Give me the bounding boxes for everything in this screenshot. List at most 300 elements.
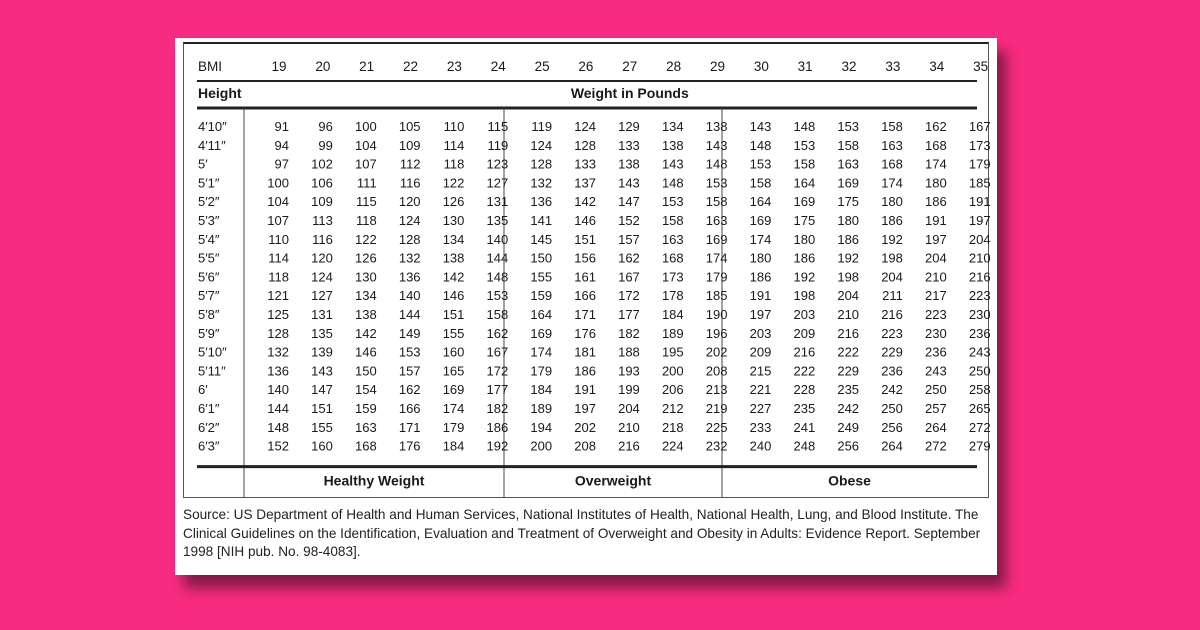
weight-cell: 243 <box>925 363 947 379</box>
weight-cell: 159 <box>354 401 377 416</box>
weight-cell: 118 <box>355 213 377 228</box>
weight-cell: 146 <box>442 288 465 304</box>
height-cell: 5′5″ <box>198 250 220 266</box>
weight-cell: 163 <box>881 137 903 153</box>
weight-cell: 279 <box>968 438 991 454</box>
weight-cell: 217 <box>925 288 947 304</box>
weight-cell: 175 <box>793 213 816 228</box>
weight-cell: 169 <box>749 213 772 228</box>
weight-cell: 138 <box>661 137 684 153</box>
weight-cell: 153 <box>749 156 772 172</box>
weight-cell: 213 <box>705 382 728 398</box>
bmi-column-label: 35 <box>973 59 989 74</box>
weight-cell: 169 <box>793 194 816 210</box>
weight-cell: 94 <box>274 137 289 153</box>
weight-cell: 162 <box>398 382 421 398</box>
weight-cell: 127 <box>486 175 509 191</box>
weight-cell: 155 <box>530 269 553 285</box>
weight-cell: 146 <box>574 213 596 228</box>
weight-cell: 235 <box>793 401 816 416</box>
weight-cell: 180 <box>881 194 903 210</box>
weight-cell: 192 <box>486 438 509 454</box>
weight-cell: 140 <box>486 231 509 247</box>
weight-cell: 138 <box>705 119 728 134</box>
weight-cell: 221 <box>749 382 772 398</box>
weight-cell: 129 <box>618 119 640 134</box>
weight-cell: 216 <box>618 438 640 454</box>
weight-cell: 132 <box>398 250 421 266</box>
weight-cell: 168 <box>661 250 684 266</box>
weight-cell: 153 <box>793 137 816 153</box>
weight-cell: 116 <box>312 231 333 247</box>
weight-cell: 115 <box>355 194 377 210</box>
weight-cell: 174 <box>530 344 553 360</box>
weight-cell: 189 <box>661 325 684 341</box>
weight-cell: 228 <box>793 382 816 398</box>
weight-cell: 128 <box>398 231 421 247</box>
weight-cell: 190 <box>705 307 728 322</box>
weight-cell: 186 <box>793 250 816 266</box>
weight-cell: 131 <box>311 307 333 322</box>
weight-cell: 148 <box>705 156 728 172</box>
weight-cell: 243 <box>968 344 991 360</box>
weight-cell: 148 <box>793 119 816 134</box>
weight-cell: 136 <box>267 363 289 379</box>
weight-cell: 256 <box>837 438 860 454</box>
weight-cell: 96 <box>318 119 333 134</box>
weight-cell: 172 <box>486 363 509 379</box>
weight-cell: 153 <box>486 288 509 304</box>
bmi-column-label: 29 <box>709 59 726 74</box>
height-cell: 5′4″ <box>198 231 220 247</box>
weight-cell: 119 <box>487 137 509 153</box>
weight-cell: 199 <box>618 382 640 398</box>
weight-cell: 153 <box>705 175 728 191</box>
weight-cell: 159 <box>530 288 553 304</box>
weight-cell: 197 <box>925 231 947 247</box>
weight-cell: 176 <box>574 325 596 341</box>
height-cell: 4′11″ <box>198 137 226 153</box>
weight-cell: 200 <box>661 363 684 379</box>
height-cell: 5′9″ <box>198 325 220 341</box>
weight-cell: 112 <box>399 156 421 172</box>
weight-cell: 193 <box>618 363 640 379</box>
weight-cell: 120 <box>311 250 333 266</box>
weight-cell: 148 <box>486 269 509 285</box>
weight-cell: 210 <box>968 250 991 266</box>
weight-cell: 179 <box>442 419 465 435</box>
weight-cell: 120 <box>398 194 421 210</box>
weight-cell: 198 <box>837 269 860 285</box>
weight-cell: 233 <box>749 419 772 435</box>
weight-cell: 184 <box>442 438 465 454</box>
weight-cell: 147 <box>311 382 333 398</box>
bmi-column-label: 26 <box>578 59 594 74</box>
weight-cell: 151 <box>574 231 596 247</box>
height-cell: 4′10″ <box>198 119 227 134</box>
weight-cell: 191 <box>749 288 772 304</box>
height-cell: 5′6″ <box>198 269 220 285</box>
weight-cell: 172 <box>618 288 640 304</box>
weight-cell: 180 <box>793 231 816 247</box>
weight-cell: 203 <box>793 307 816 322</box>
weight-cell: 155 <box>311 419 333 435</box>
weight-cell: 110 <box>443 119 465 134</box>
bmi-column-label: 25 <box>534 59 550 74</box>
weight-cell: 216 <box>968 269 991 285</box>
weight-cell: 256 <box>881 419 903 435</box>
weight-cell: 128 <box>267 325 289 341</box>
weight-cell: 124 <box>574 119 596 134</box>
weight-cell: 106 <box>311 175 333 191</box>
weight-cell: 143 <box>661 156 684 172</box>
weight-cell: 109 <box>311 194 333 210</box>
weight-cell: 210 <box>925 269 947 285</box>
weight-cell: 132 <box>267 344 289 360</box>
weight-cell: 204 <box>925 250 947 266</box>
category-label: Overweight <box>574 472 652 489</box>
weight-cell: 210 <box>837 307 860 322</box>
weight-cell: 168 <box>925 137 947 153</box>
weight-cell: 141 <box>530 213 553 228</box>
weight-cell: 227 <box>749 401 772 416</box>
category-label: Obese <box>828 472 871 489</box>
weight-cell: 211 <box>882 288 903 304</box>
weight-cell: 164 <box>793 175 816 191</box>
weight-cell: 164 <box>530 307 553 322</box>
weight-cell: 135 <box>486 213 509 228</box>
weight-cell: 188 <box>618 344 640 360</box>
weight-cell: 142 <box>574 194 596 210</box>
weight-cell: 194 <box>530 419 553 435</box>
weight-cell: 124 <box>311 269 333 285</box>
height-header-label: Height <box>198 85 242 101</box>
category-label: Healthy Weight <box>323 472 425 489</box>
source-note: Source: US Department of Health and Human Services, National Institutes of Health, National Health, Lung, and Blood Institute. The Clinical Guidelines on the Identification, Evaluation and Treatment of Overweight and Obesity in Adults: Evidence Report. September 1998 [NIH pub. No. 98-4083]. <box>183 507 981 559</box>
weight-cell: 119 <box>531 119 553 134</box>
weight-cell: 138 <box>354 307 377 322</box>
weight-cell: 122 <box>442 175 465 191</box>
weight-cell: 204 <box>881 269 903 285</box>
weight-cell: 131 <box>486 194 509 210</box>
weight-cell: 125 <box>267 307 289 322</box>
weight-cell: 132 <box>530 175 553 191</box>
weight-cell: 138 <box>442 250 465 266</box>
bmi-column-label: 24 <box>490 59 506 74</box>
weight-cell: 235 <box>837 382 860 398</box>
weight-cell: 143 <box>311 363 333 379</box>
weight-cell: 165 <box>442 363 465 379</box>
weight-cell: 185 <box>705 288 728 304</box>
weight-cell: 157 <box>398 363 421 379</box>
weight-cell: 224 <box>661 438 684 454</box>
weight-cell: 155 <box>442 325 465 341</box>
height-cell: 5′11″ <box>198 363 226 379</box>
weight-cell: 189 <box>530 401 553 416</box>
bmi-column-label: 33 <box>885 59 901 74</box>
weight-cell: 114 <box>443 137 465 153</box>
weight-cell: 100 <box>267 175 289 191</box>
weight-cell: 111 <box>356 175 377 191</box>
weight-cell: 242 <box>881 382 903 398</box>
weight-cell: 223 <box>881 325 903 341</box>
weight-cell: 160 <box>311 438 333 454</box>
weight-cell: 169 <box>705 231 728 247</box>
weight-cell: 242 <box>837 401 860 416</box>
bmi-column-label: 31 <box>797 59 813 74</box>
weight-cell: 181 <box>574 344 596 360</box>
bmi-column-label: 34 <box>929 59 945 74</box>
bmi-column-label: 23 <box>446 59 462 74</box>
weight-cell: 180 <box>749 250 772 266</box>
weight-cell: 173 <box>661 269 684 285</box>
weight-cell: 241 <box>793 419 816 435</box>
weight-cell: 149 <box>398 325 421 341</box>
bmi-chart-card <box>175 38 997 575</box>
weight-cell: 195 <box>661 344 684 360</box>
weight-cell: 186 <box>881 213 903 228</box>
weight-cell: 163 <box>661 231 684 247</box>
weight-cell: 240 <box>749 438 772 454</box>
weight-cell: 153 <box>398 344 421 360</box>
weight-cell: 158 <box>705 194 728 210</box>
weight-cell: 97 <box>274 156 289 172</box>
weight-cell: 135 <box>311 325 333 341</box>
weight-cell: 148 <box>267 419 289 435</box>
weight-cell: 174 <box>881 175 903 191</box>
bmi-table <box>175 38 997 508</box>
weight-cell: 272 <box>968 419 991 435</box>
weight-cell: 143 <box>705 137 728 153</box>
weight-cell: 202 <box>705 344 728 360</box>
bmi-column-label: 20 <box>315 59 331 74</box>
weight-cell: 179 <box>705 269 728 285</box>
weight-cell: 148 <box>661 175 684 191</box>
weight-cell: 152 <box>618 213 640 228</box>
weight-cell: 168 <box>354 438 377 454</box>
bmi-column-label: 27 <box>622 59 638 74</box>
weight-cell: 204 <box>968 231 991 247</box>
weight-cell: 99 <box>318 137 333 153</box>
weight-cell: 258 <box>968 382 991 398</box>
weight-cell: 107 <box>354 156 377 172</box>
weight-cell: 191 <box>574 382 596 398</box>
weight-cell: 209 <box>793 325 816 341</box>
weight-cell: 167 <box>486 344 509 360</box>
weight-cell: 265 <box>968 401 991 416</box>
weight-cell: 118 <box>443 156 465 172</box>
weight-cell: 134 <box>442 231 465 247</box>
weight-cell: 185 <box>968 175 991 191</box>
weight-cell: 179 <box>530 363 553 379</box>
weight-cell: 248 <box>793 438 816 454</box>
weight-cell: 171 <box>398 419 421 435</box>
weight-cell: 177 <box>618 307 640 322</box>
weight-cell: 153 <box>661 194 684 210</box>
weight-cell: 164 <box>749 194 772 210</box>
weight-cell: 198 <box>881 250 903 266</box>
weight-cell: 105 <box>398 119 421 134</box>
weight-cell: 134 <box>354 288 377 304</box>
weight-cell: 169 <box>530 325 553 341</box>
weight-cell: 218 <box>661 419 684 435</box>
weight-cell: 216 <box>837 325 860 341</box>
weight-cell: 147 <box>618 194 640 210</box>
weight-cell: 121 <box>267 288 289 304</box>
weight-cell: 216 <box>881 307 903 322</box>
height-cell: 5′7″ <box>198 288 220 304</box>
weight-cell: 191 <box>968 194 991 210</box>
weight-cell: 160 <box>442 344 465 360</box>
weight-cell: 145 <box>530 231 553 247</box>
weight-cell: 133 <box>618 137 640 153</box>
weight-cell: 158 <box>881 119 903 134</box>
weight-cell: 225 <box>705 419 728 435</box>
weight-cell: 158 <box>793 156 816 172</box>
weight-cell: 136 <box>530 194 553 210</box>
weight-cell: 137 <box>574 175 596 191</box>
weight-cell: 122 <box>354 231 377 247</box>
height-cell: 5′2″ <box>198 194 220 210</box>
height-cell: 5′3″ <box>198 213 220 228</box>
weight-cell: 133 <box>574 156 596 172</box>
weight-cell: 140 <box>398 288 421 304</box>
weight-cell: 184 <box>530 382 553 398</box>
weight-cell: 204 <box>618 401 640 416</box>
weight-cell: 136 <box>398 269 421 285</box>
weight-cell: 264 <box>881 438 903 454</box>
weight-cell: 130 <box>442 213 465 228</box>
height-cell: 6′2″ <box>198 419 220 435</box>
weight-cell: 166 <box>574 288 596 304</box>
weight-cell: 197 <box>968 213 991 228</box>
weight-cell: 191 <box>925 213 947 228</box>
weight-cell: 118 <box>268 269 289 285</box>
bmi-column-label: 22 <box>403 59 419 74</box>
weight-cell: 250 <box>968 363 991 379</box>
weight-cell: 163 <box>837 156 860 172</box>
weight-cell: 116 <box>399 175 421 191</box>
weight-cell: 158 <box>661 213 684 228</box>
weight-cell: 102 <box>311 156 333 172</box>
weight-cell: 250 <box>881 401 903 416</box>
weight-cell: 236 <box>881 363 903 379</box>
weight-cell: 222 <box>837 344 860 360</box>
weight-cell: 180 <box>837 213 860 228</box>
weight-cell: 168 <box>881 156 903 172</box>
weight-cell: 162 <box>925 119 947 134</box>
weight-cell: 143 <box>749 119 772 134</box>
height-cell: 5′8″ <box>198 307 220 322</box>
weight-cell: 100 <box>354 119 377 134</box>
weight-cell: 104 <box>354 137 377 153</box>
weight-cell: 167 <box>968 119 991 134</box>
weight-cell: 177 <box>486 382 509 398</box>
weight-cell: 180 <box>925 175 947 191</box>
weight-cell: 178 <box>661 288 684 304</box>
weight-cell: 182 <box>486 401 509 416</box>
weight-cell: 158 <box>486 307 509 322</box>
weight-cell: 230 <box>925 325 947 341</box>
weight-cell: 140 <box>267 382 289 398</box>
height-cell: 5′ <box>198 156 208 172</box>
weight-cell: 130 <box>354 269 377 285</box>
weight-cell: 174 <box>705 250 728 266</box>
weight-cell: 163 <box>705 213 728 228</box>
weight-cell: 158 <box>749 175 772 191</box>
weight-cell: 232 <box>705 438 728 454</box>
weight-cell: 123 <box>486 156 509 172</box>
weight-cell: 173 <box>968 137 991 153</box>
weight-cell: 216 <box>793 344 816 360</box>
weight-cell: 250 <box>925 382 947 398</box>
weight-cell: 124 <box>530 137 553 153</box>
weight-cell: 158 <box>837 137 860 153</box>
weight-cell: 230 <box>968 307 991 322</box>
weight-cell: 142 <box>354 325 377 341</box>
weight-cell: 192 <box>837 250 860 266</box>
weight-cell: 208 <box>705 363 728 379</box>
weight-cell: 91 <box>274 119 289 134</box>
weight-cell: 257 <box>925 401 947 416</box>
weight-cell: 148 <box>749 137 772 153</box>
weight-cell: 107 <box>267 213 289 228</box>
weight-cell: 203 <box>749 325 772 341</box>
weight-cell: 138 <box>618 156 640 172</box>
weight-cell: 215 <box>749 363 772 379</box>
weight-cell: 144 <box>486 250 509 266</box>
weight-cell: 152 <box>267 438 289 454</box>
weight-cell: 198 <box>793 288 816 304</box>
weight-cell: 104 <box>267 194 289 210</box>
weight-cell: 127 <box>311 288 333 304</box>
weight-cell: 236 <box>925 344 947 360</box>
weight-cell: 151 <box>311 401 333 416</box>
weight-cell: 192 <box>881 231 903 247</box>
weight-cell: 174 <box>925 156 947 172</box>
weight-cell: 179 <box>968 156 991 172</box>
weight-cell: 166 <box>398 401 421 416</box>
weight-cell: 109 <box>398 137 421 153</box>
weight-cell: 156 <box>574 250 596 266</box>
weight-cell: 114 <box>268 250 289 266</box>
weight-cell: 186 <box>749 269 772 285</box>
height-cell: 5′1″ <box>198 175 220 191</box>
weight-cell: 162 <box>618 250 640 266</box>
weight-cell: 197 <box>749 307 772 322</box>
weight-cell: 192 <box>793 269 816 285</box>
weight-cell: 151 <box>442 307 465 322</box>
weight-cell: 223 <box>968 288 991 304</box>
weight-cell: 128 <box>574 137 596 153</box>
weight-cell: 146 <box>354 344 377 360</box>
weight-cell: 167 <box>618 269 640 285</box>
weight-cell: 115 <box>487 119 509 134</box>
weight-cell: 150 <box>354 363 377 379</box>
weight-cell: 139 <box>311 344 333 360</box>
weight-cell: 169 <box>837 175 860 191</box>
height-cell: 6′ <box>198 382 208 398</box>
weight-cell: 196 <box>705 325 728 341</box>
weight-cell: 204 <box>837 288 860 304</box>
weight-cell: 184 <box>661 307 684 322</box>
weight-cell: 126 <box>354 250 377 266</box>
weight-cell: 153 <box>837 119 860 134</box>
weight-cell: 229 <box>881 344 903 360</box>
weight-cell: 206 <box>661 382 684 398</box>
weight-cell: 110 <box>268 231 289 247</box>
weight-cell: 223 <box>925 307 947 322</box>
